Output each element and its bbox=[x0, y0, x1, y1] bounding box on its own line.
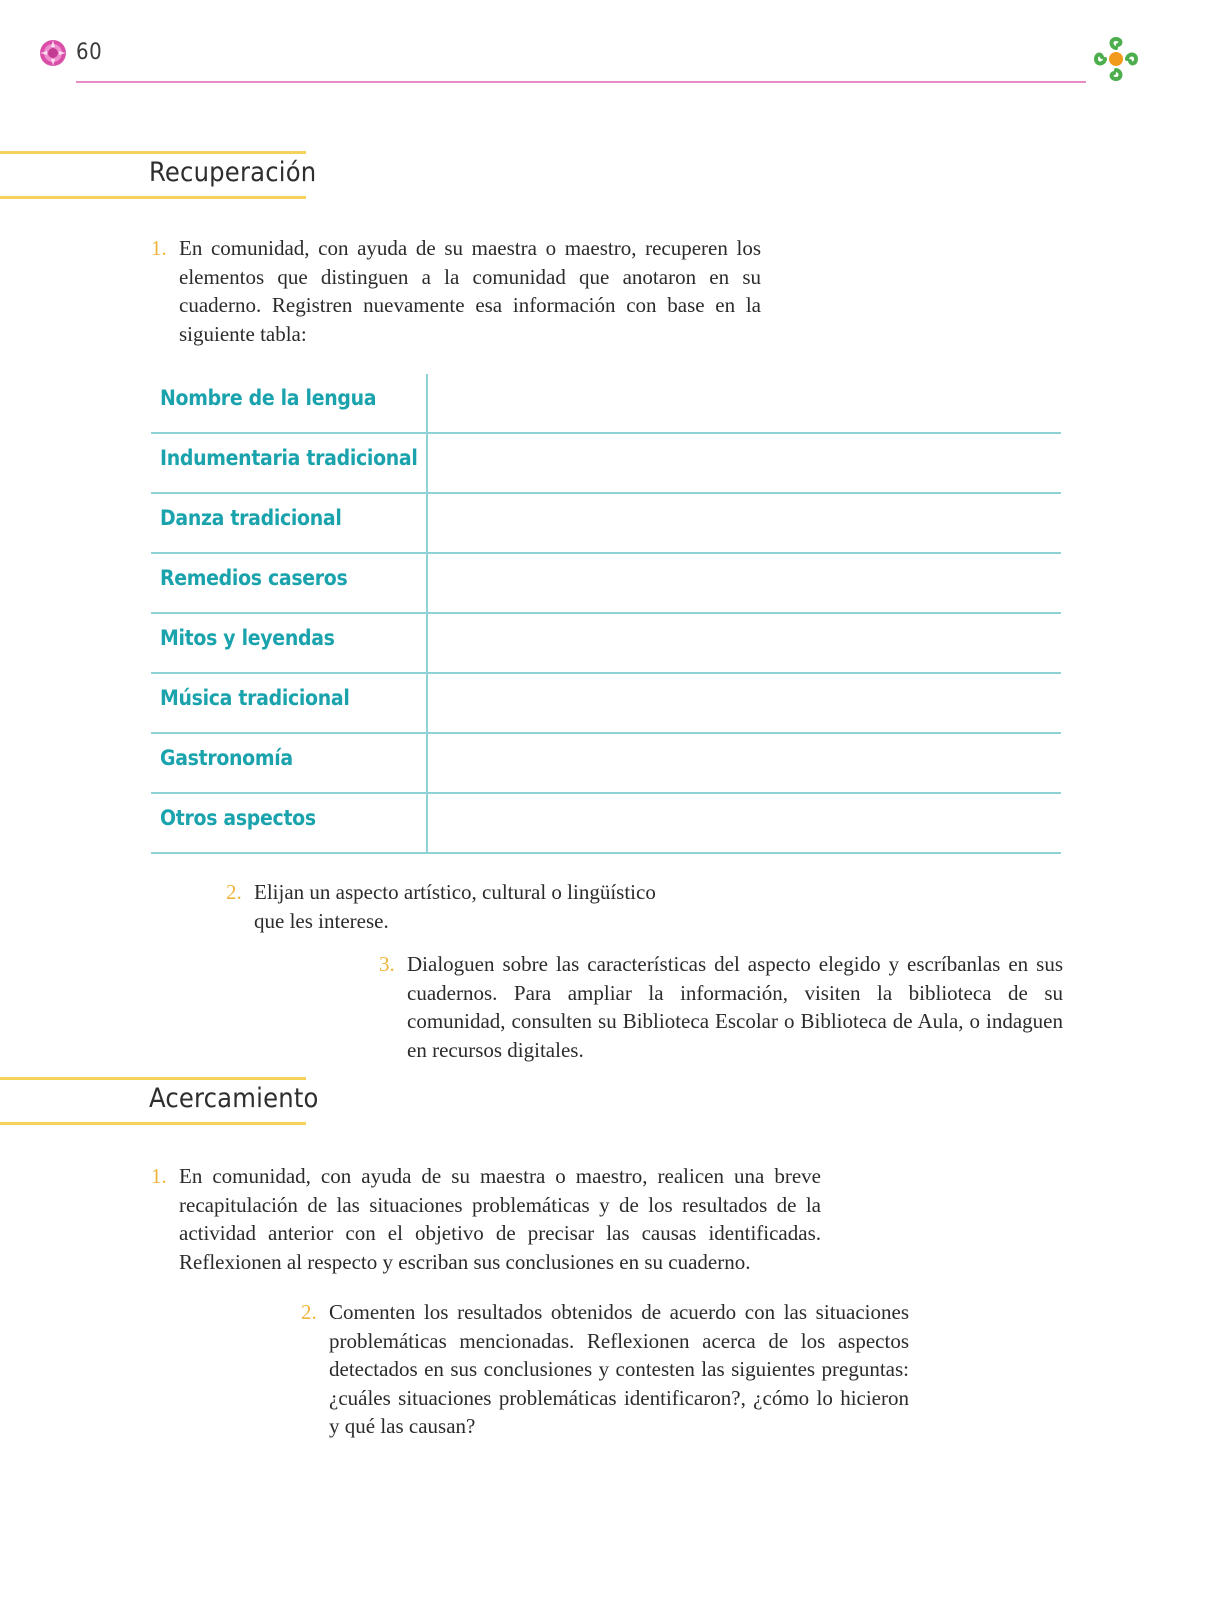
community-elements-table bbox=[151, 374, 1061, 854]
section-header-recuperacion bbox=[0, 151, 317, 199]
item-text: Dialoguen sobre las características del aspecto elegido y escríbanlas en sus cuadernos. Para ampliar la información, visiten la biblioteca de su comunidad, consulten su Biblioteca Escolar o Biblioteca de Aula, o indaguen en recursos digitales. bbox=[407, 952, 1063, 1062]
table-row bbox=[151, 734, 1061, 794]
item-number: 2. bbox=[301, 1300, 317, 1324]
item-text: En comunidad, con ayuda de su maestra o maestro, recuperen los elementos que distinguen a la comunidad que anotaron en su cuaderno. Registren nuevamente esa información con base en la siguiente tabla: bbox=[179, 236, 761, 346]
item-text: En comunidad, con ayuda de su maestra o maestro, realicen una breve recapitulación de las situaciones problemáticas y de los resultados de la actividad anterior con el objetivo de precisar las causas identificadas. Reflexionen al respecto y escriban sus conclusiones en su cuaderno. bbox=[179, 1164, 821, 1274]
row-label: Danza tradicional bbox=[160, 506, 342, 530]
activity-item bbox=[301, 1298, 909, 1441]
table-row bbox=[151, 614, 1061, 674]
table-row bbox=[151, 554, 1061, 614]
row-label: Indumentaria tradicional bbox=[160, 446, 418, 470]
section-title: Recuperación bbox=[149, 157, 317, 188]
item-text: Elijan un aspecto artístico, cultural o lingüístico que les interese. bbox=[254, 880, 656, 933]
section-rule-top bbox=[0, 151, 306, 154]
item-number: 3. bbox=[379, 952, 395, 976]
item-number: 2. bbox=[226, 880, 242, 904]
flower-ornament-icon bbox=[38, 38, 68, 68]
row-answer-cell[interactable] bbox=[426, 734, 1061, 792]
activity-item bbox=[379, 950, 1063, 1064]
row-answer-cell[interactable] bbox=[426, 374, 1061, 432]
section-header-acercamiento bbox=[0, 1077, 319, 1125]
row-label: Otros aspectos bbox=[160, 806, 316, 830]
sprout-ornament-icon bbox=[1090, 33, 1142, 85]
row-answer-cell[interactable] bbox=[426, 794, 1061, 852]
page-number: 60 bbox=[76, 40, 103, 65]
section-rule-top bbox=[0, 1077, 306, 1080]
row-label: Mitos y leyendas bbox=[160, 626, 335, 650]
row-answer-cell[interactable] bbox=[426, 674, 1061, 732]
row-label: Música tradicional bbox=[160, 686, 350, 710]
table-row bbox=[151, 674, 1061, 734]
row-answer-cell[interactable] bbox=[426, 554, 1061, 612]
header-rule bbox=[76, 81, 1086, 83]
activity-item bbox=[226, 878, 684, 935]
row-label: Gastronomía bbox=[160, 746, 293, 770]
table-row bbox=[151, 374, 1061, 434]
activity-item bbox=[151, 234, 761, 348]
table-row bbox=[151, 494, 1061, 554]
section-rule-bottom bbox=[0, 1122, 306, 1125]
row-answer-cell[interactable] bbox=[426, 434, 1061, 492]
table-row bbox=[151, 434, 1061, 494]
row-answer-cell[interactable] bbox=[426, 614, 1061, 672]
section-title: Acercamiento bbox=[149, 1083, 319, 1114]
item-number: 1. bbox=[151, 1164, 167, 1188]
row-answer-cell[interactable] bbox=[426, 494, 1061, 552]
activity-item bbox=[151, 1162, 821, 1276]
item-text: Comenten los resultados obtenidos de acuerdo con las situaciones problemáticas mencionadas. Reflexionen acerca de los aspectos detectados en sus conclusiones y contesten las siguientes preguntas: ¿cuáles situaciones problemáticas identificaron?, ¿cómo lo hicieron y qué las causan? bbox=[329, 1300, 909, 1438]
section-rule-bottom bbox=[0, 196, 306, 199]
row-label: Remedios caseros bbox=[160, 566, 348, 590]
row-label: Nombre de la lengua bbox=[160, 386, 377, 410]
table-row bbox=[151, 794, 1061, 854]
item-number: 1. bbox=[151, 236, 167, 260]
